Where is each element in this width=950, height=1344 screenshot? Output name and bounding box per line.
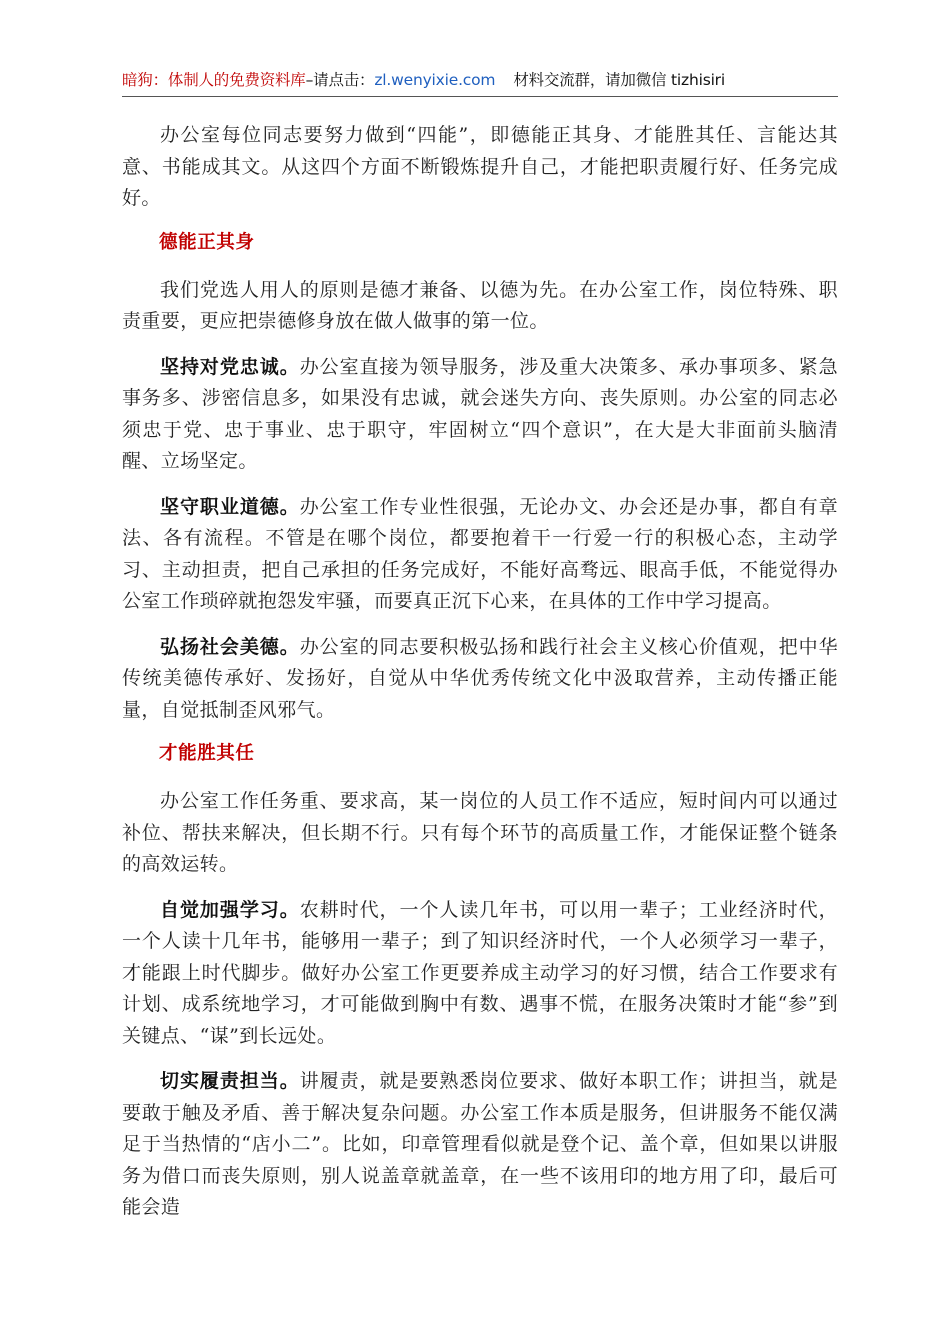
item-learning [122, 895, 838, 1053]
header-site-name: 暗狗：体制人的免费资料库 [122, 71, 306, 89]
item-lead: 弘扬社会美德。 [160, 635, 300, 658]
item-lead: 切实履责担当。 [160, 1070, 300, 1092]
section-virtue-intro: 我们党选人用人的原则是德才兼备、以德为先。在办公室工作，岗位特殊、职责重要，更应把崇德修身放在做人做事的第一位。 [122, 278, 838, 332]
section-heading-virtue: 德能正其身 [159, 231, 255, 253]
item-responsibility [122, 1066, 838, 1224]
item-lead: 自觉加强学习。 [160, 898, 300, 921]
header-url-link[interactable]: zl.wenyixie.com [374, 71, 496, 89]
item-text: 办公室的同志要积极弘扬和践行社会主义核心价值观，把中华传统美德传承好、发扬好，自觉从中华优秀传统文化中汲取营养，主动传播正能量，自觉抵制歪风邪气。 [122, 635, 838, 721]
page-header [122, 66, 838, 97]
item-text: 农耕时代，一个人读几年书，可以用一辈子；工业经济时代，一个人读十几年书，能够用一辈子；到了知识经济时代，一个人必须学习一辈子，才能跟上时代脚步。做好办公室工作更要养成主动学习的好习惯，结合工作要求有计划、成系统地学习，才可能做到胸中有数、遇事不慌，在服务决策时才能“参”到关键点、“谋”到长远处。 [122, 898, 838, 1047]
item-loyalty [122, 352, 838, 478]
item-lead: 坚持对党忠诚。 [160, 355, 300, 378]
item-professional-ethics [122, 492, 838, 618]
item-text: 办公室直接为领导服务，涉及重大决策多、承办事项多、紧急事务多、涉密信息多，如果没有忠诚，就会迷失方向、丧失原则。办公室的同志必须忠于党、忠于事业、忠于职守，牢固树立“四个意识”，在大是大非面前头脑清醒、立场坚定。 [122, 355, 838, 472]
document-body [122, 120, 838, 1238]
header-wechat-note: 材料交流群，请加微信 tizhisiri [513, 71, 725, 89]
intro-paragraph: 办公室每位同志要努力做到“四能”，即德能正其身、才能胜其任、言能达其意、书能成其文。从这四个方面不断锻炼提升自己，才能把职责履行好、任务完成好。 [122, 124, 838, 209]
item-text: 办公室工作专业性很强，无论办文、办会还是办事，都自有章法、各有流程。不管是在哪个岗位，都要抱着干一行爱一行的积极心态，主动学习、主动担责，把自己承担的任务完成好，不能好高骛远、眼高手低，不能觉得办公室工作琐碎就抱怨发牢骚，而要真正沉下心来，在具体的工作中学习提高。 [122, 495, 838, 612]
header-click-prompt: –请点击： [305, 71, 375, 89]
item-text: 讲履责，就是要熟悉岗位要求、做好本职工作；讲担当，就是要敢于触及矛盾、善于解决复杂问题。办公室工作本质是服务，但讲服务不能仅满足于当热情的“店小二”。比如，印章管理看似就是登个记、盖个章，但如果以讲服务为借口而丧失原则，别人说盖章就盖章，在一些不该用印的地方用了印，最后可能会造 [122, 1070, 838, 1218]
section-heading-ability: 才能胜其任 [159, 743, 255, 764]
item-lead: 坚守职业道德。 [160, 495, 300, 518]
section-ability-intro: 办公室工作任务重、要求高，某一岗位的人员工作不适应，短时间内可以通过补位、帮扶来解决，但长期不行。只有每个环节的高质量工作，才能保证整个链条的高效运转。 [122, 790, 838, 875]
item-social-virtue [122, 632, 838, 727]
